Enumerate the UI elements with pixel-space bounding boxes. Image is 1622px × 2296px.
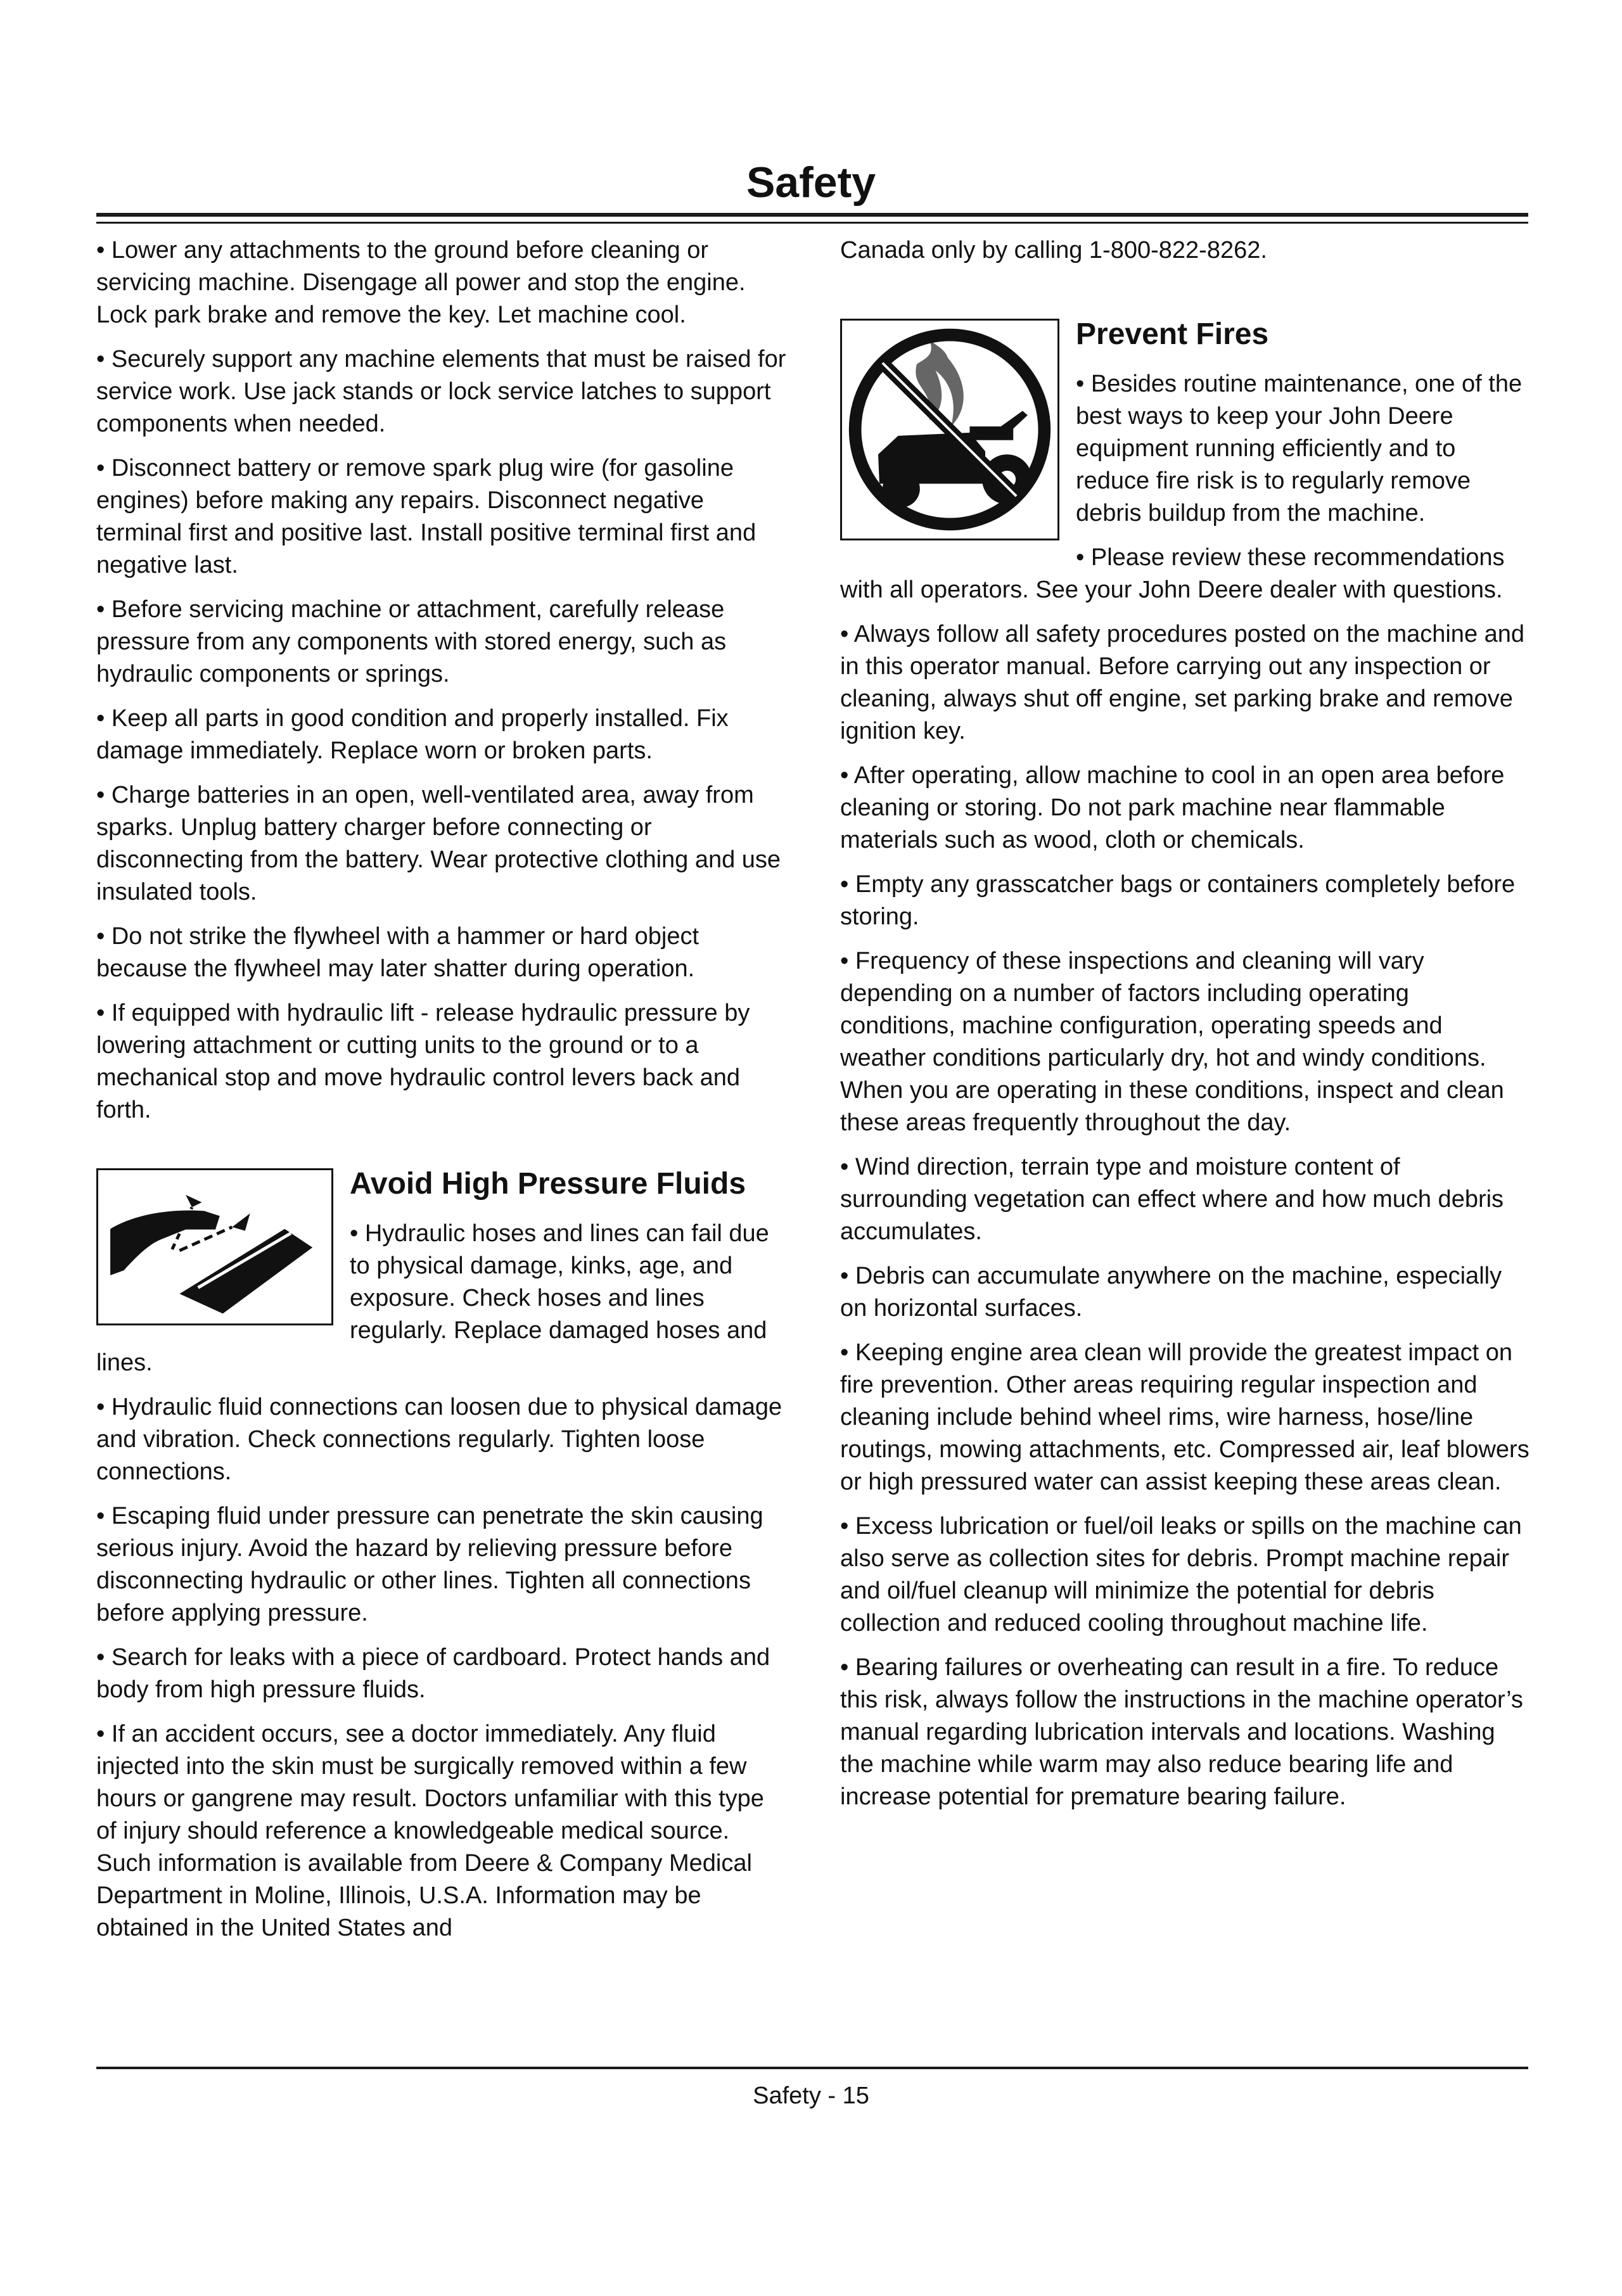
- paragraph: • Bearing failures or overheating can result in a fire. To reduce this risk, always follow the instructions in the machine operator’s manual regarding lubrication intervals and locations. Washing the machine while warm may also reduce bearing life and increase potential for premature bearing failure.: [840, 1654, 1523, 1810]
- header-rule-thin: [96, 222, 1528, 224]
- paragraph: • If an accident occurs, see a doctor immediately. Any fluid injected into the skin must be surgically removed within a few hours or gangrene may result. Doctors unfamiliar with this type of injury should reference a knowledgeable medical source. Such information is available from Deere & Company Medical Department in Moline, Illinois, U.S.A. Information may be obtained in the United States and: [96, 1721, 764, 1941]
- section-heading: Avoid High Pressure Fluids: [350, 1167, 746, 1201]
- right-column: [840, 234, 1529, 1813]
- paragraph: • Escaping fluid under pressure can penetrate the skin causing serious injury. Avoid the hazard by relieving pressure before disconnecting hydraulic or other lines. Tighten all connections before applying pressure.: [96, 1503, 763, 1626]
- paragraph: • Keep all parts in good condition and properly installed. Fix damage immediately. Replace worn or broken parts.: [96, 705, 729, 764]
- paragraph: • Disconnect battery or remove spark plug wire (for gasoline engines) before making any repairs. Disconnect negative terminal first and positive last. Install positive terminal first and negative last.: [96, 455, 757, 578]
- paragraph: • Besides routine maintenance, one of the best ways to keep your John Deere equipment running efficiently and to reduce fire risk is to regularly remove debris buildup from the machine.: [1076, 371, 1523, 526]
- section-avoid-high-pressure-fluids: [96, 1164, 788, 1944]
- no-fire-mower-icon: [840, 319, 1059, 540]
- paragraph: • Lower any attachments to the ground before cleaning or servicing machine. Disengage all power and stop the engine. Lock park brake and remove the key. Let machine cool.: [96, 237, 746, 328]
- paragraph: • Please review these recommendations with all operators. See your John Deere dealer with questions.: [840, 544, 1505, 603]
- paragraph: • Charge batteries in an open, well-ventilated area, away from sparks. Unplug battery charger before connecting or disconnecting from the battery. Wear protective clothing and use insulated tools.: [96, 782, 781, 905]
- paragraph: • Excess lubrication or fuel/oil leaks or spills on the machine can also serve as collection sites for debris. Prompt machine repair and oil/fuel cleanup will minimize the potential for debris collection and reduced cooling throughout machine life.: [840, 1513, 1522, 1636]
- paragraph: • Securely support any machine elements that must be raised for service work. Use jack stands or lock service latches to support components when needed.: [96, 346, 786, 437]
- page-footer: Safety - 15: [753, 2082, 869, 2109]
- paragraph: • After operating, allow machine to cool in an open area before cleaning or storing. Do not park machine near flammable materials such as wood, cloth or chemicals.: [840, 762, 1505, 853]
- page-title: Safety: [746, 158, 876, 207]
- section-prevent-fires: [840, 315, 1529, 1813]
- section-heading: Prevent Fires: [1076, 317, 1269, 351]
- paragraph: • Debris can accumulate anywhere on the machine, especially on horizontal surfaces.: [840, 1263, 1502, 1322]
- left-column: [96, 234, 788, 1944]
- paragraph: • Wind direction, terrain type and moisture content of surrounding vegetation can effect where and how much debris accumulates.: [840, 1154, 1504, 1245]
- paragraph: Canada only by calling 1-800-822-8262.: [840, 237, 1267, 264]
- high-pressure-fluid-hazard-icon: [96, 1168, 333, 1325]
- paragraph: • Hydraulic hoses and lines can fail due to physical damage, kinks, age, and exposure. Check hoses and lines regularly. Replace damaged hoses and lines.: [96, 1220, 769, 1376]
- paragraph: • Empty any grasscatcher bags or containers completely before storing.: [840, 871, 1516, 930]
- paragraph: • Always follow all safety procedures posted on the machine and in this operator manual. Before carrying out any inspection or cleaning, always shut off engine, set parking brake and remove ignition key.: [840, 621, 1525, 744]
- paragraph: • Hydraulic fluid connections can loosen due to physical damage and vibration. Check connections regularly. Tighten loose connections.: [96, 1394, 782, 1485]
- paragraph: • Search for leaks with a piece of cardboard. Protect hands and body from high pressure fluids.: [96, 1644, 770, 1703]
- header-rule: [96, 213, 1528, 217]
- paragraph: • Before servicing machine or attachment, carefully release pressure from any components with stored energy, such as hydraulic components or springs.: [96, 596, 727, 687]
- paragraph: • Keeping engine area clean will provide the greatest impact on fire prevention. Other areas requiring regular inspection and cleaning include behind wheel rims, wire harness, hose/line routings, mowing attachments, etc. Compressed air, leaf blowers or high pressured water can assist keeping these areas clean.: [840, 1339, 1529, 1495]
- footer-rule: [96, 2067, 1528, 2069]
- paragraph: • Do not strike the flywheel with a hammer or hard object because the flywheel may later shatter during operation.: [96, 923, 699, 982]
- paragraph: • Frequency of these inspections and cleaning will vary depending on a number of factors including operating conditions, machine configuration, operating speeds and weather conditions particularly dry, hot and windy conditions. When you are operating in these conditions, inspect and clean these areas frequently throughout the day.: [840, 948, 1504, 1136]
- paragraph: • If equipped with hydraulic lift - release hydraulic pressure by lowering attachment or cutting units to the ground or to a mechanical stop and move hydraulic control levers back and forth.: [96, 1000, 750, 1123]
